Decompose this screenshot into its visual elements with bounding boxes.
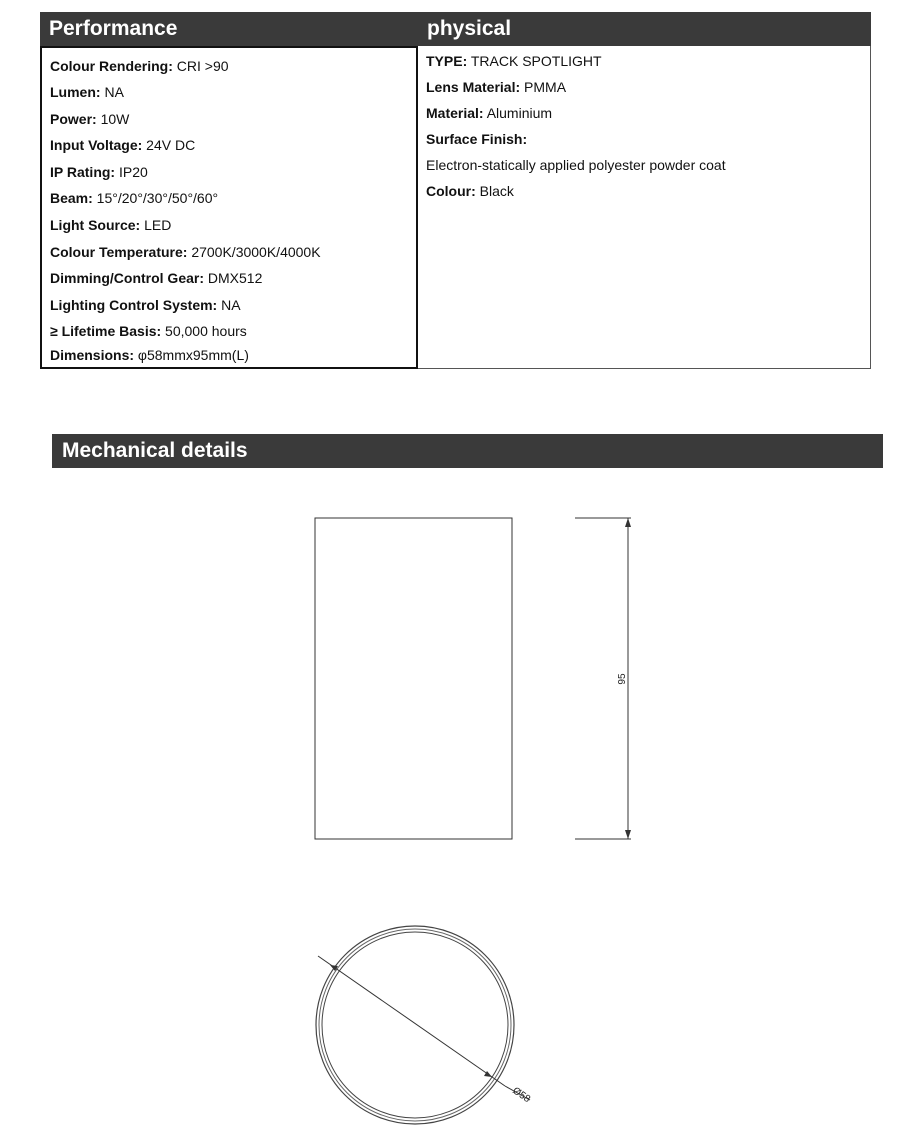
spec-row-lumen: Lumen: NA <box>50 84 124 100</box>
spec-row-input-voltage: Input Voltage: 24V DC <box>50 137 196 153</box>
spec-row-type: TYPE: TRACK SPOTLIGHT <box>426 53 602 69</box>
spec-row-beam: Beam: 15°/20°/30°/50°/60° <box>50 190 219 206</box>
side-view-drawing <box>315 518 631 839</box>
spec-row-ip-rating: IP Rating: IP20 <box>50 164 148 180</box>
height-dimension-label: 95 <box>617 673 628 685</box>
spec-row-power: Power: 10W <box>50 111 130 127</box>
physical-header: physical <box>418 12 871 46</box>
spec-row-colour-temperature: Colour Temperature: 2700K/3000K/4000K <box>50 244 321 260</box>
performance-header: Performance <box>40 12 418 46</box>
spec-row-colour-rendering: Colour Rendering: CRI >90 <box>50 58 229 74</box>
diameter-dimension-line <box>318 956 505 1086</box>
spec-row-dimensions: Dimensions: φ58mmx95mm(L) <box>50 347 249 363</box>
spec-row-surface-finish-detail: Electron-statically applied polyester powder coat <box>426 157 726 173</box>
diameter-dimension-label: Ø58 <box>510 1085 533 1106</box>
spec-row-surface-finish: Surface Finish: <box>426 131 528 147</box>
spec-row-lighting-control-system: Lighting Control System: NA <box>50 297 241 313</box>
spec-row-lens-material: Lens Material: PMMA <box>426 79 567 95</box>
spec-row-material: Material: Aluminium <box>426 105 553 121</box>
mechanical-details-header: Mechanical details <box>52 434 883 468</box>
spec-row-light-source: Light Source: LED <box>50 217 172 233</box>
spec-row-colour: Colour: Black <box>426 183 514 199</box>
spec-row-dimming-control-gear: Dimming/Control Gear: DMX512 <box>50 270 263 286</box>
spec-row-lifetime-basis: ≥ Lifetime Basis: 50,000 hours <box>50 323 247 339</box>
top-view-drawing <box>316 926 533 1124</box>
